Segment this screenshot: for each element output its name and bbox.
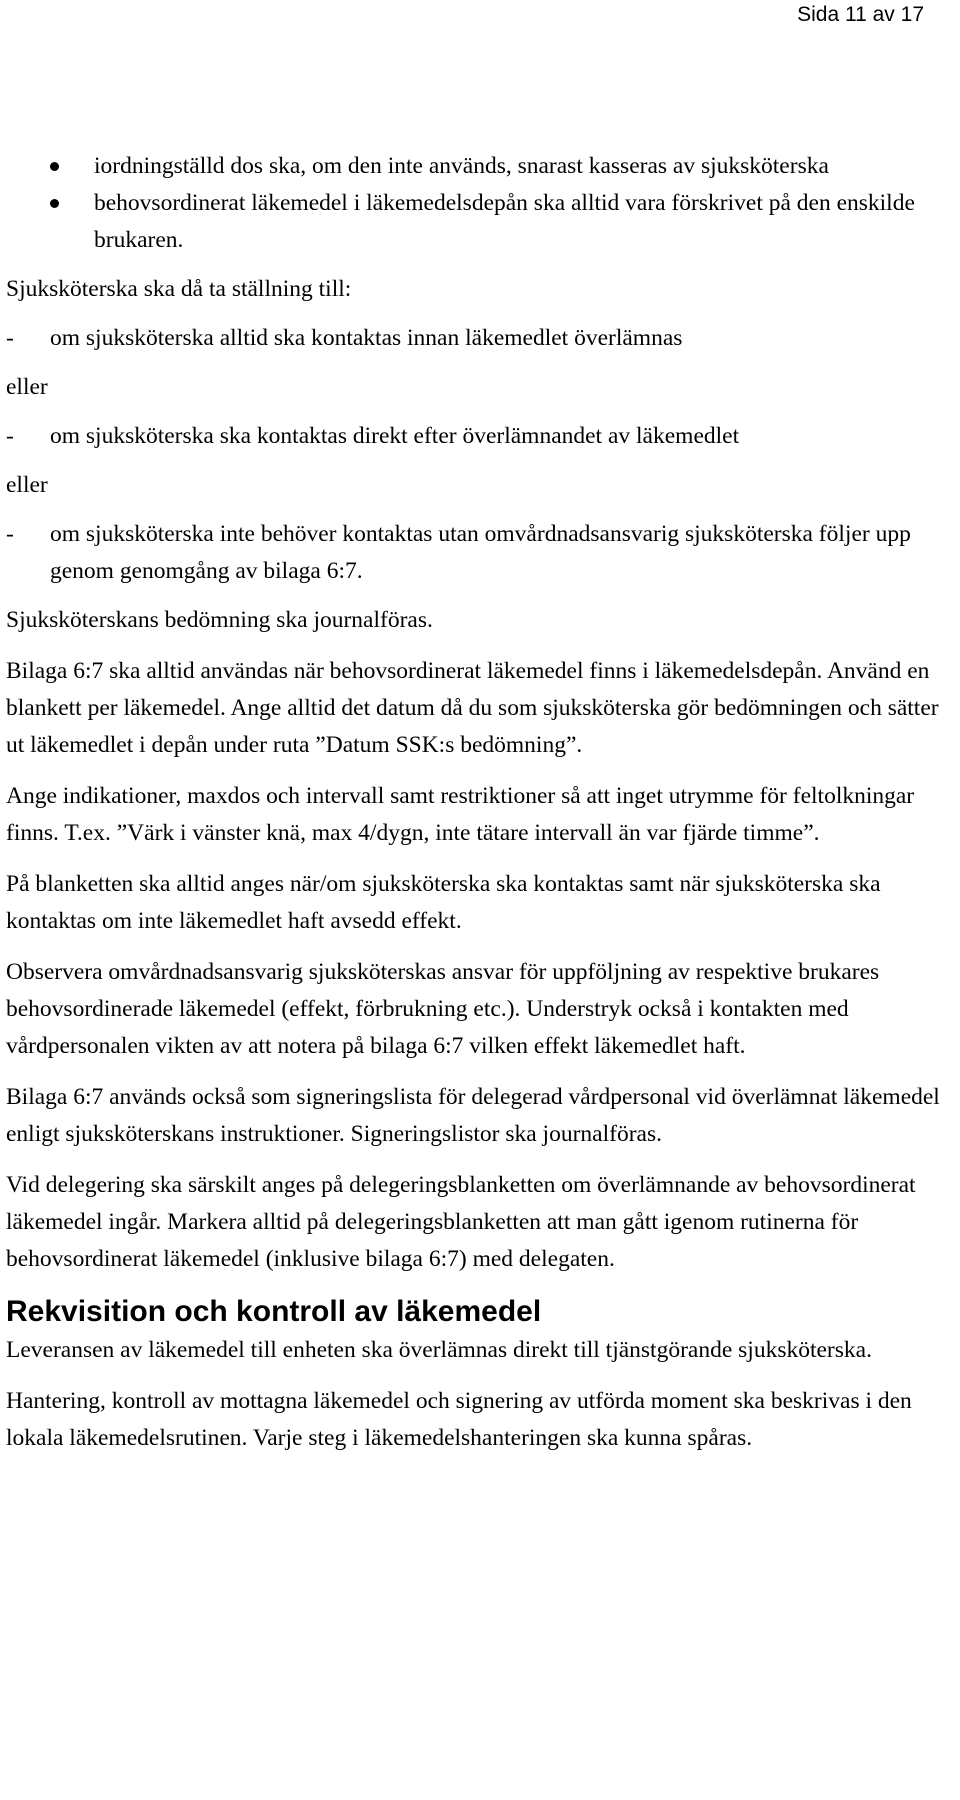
option-text: om sjuksköterska ska kontaktas direkt efter överlämnandet av läkemedlet	[50, 423, 740, 449]
paragraph: På blanketten ska alltid anges när/om sjuksköterska ska kontaktas samt när sjuksköterska ska kontaktas om inte läkemedlet haft avsedd effekt.	[6, 871, 881, 934]
paragraph: Bilaga 6:7 används också som signeringslista för delegerad vårdpersonal vid överlämnat läkemedel enligt sjuksköterskans instruktioner. Signeringslistor ska journalföras.	[6, 1084, 940, 1147]
option-item	[6, 418, 956, 455]
page-number: Sida 11 av 17	[797, 3, 924, 26]
bullet-text: iordningställd dos ska, om den inte används, snarast kasseras av sjuksköterska	[94, 153, 829, 179]
option-text: om sjuksköterska alltid ska kontaktas innan läkemedlet överlämnas	[50, 325, 683, 351]
bullet-icon	[50, 199, 59, 208]
intro-text: Sjuksköterska ska då ta ställning till:	[6, 276, 352, 302]
paragraph: Leveransen av läkemedel till enheten ska överlämnas direkt till tjänstgörande sjuksköterska.	[6, 1337, 872, 1363]
option-text: om sjuksköterska inte behöver kontaktas utan omvårdnadsansvarig sjuksköterska följer upp genom genomgång av bilaga 6:7.	[50, 521, 911, 584]
option-item	[6, 516, 956, 590]
option-item	[6, 320, 956, 357]
or-separator: eller	[6, 472, 48, 498]
document-body	[6, 148, 956, 1457]
paragraph: Vid delegering ska särskilt anges på delegeringsblanketten om överlämnande av behovsordinerat läkemedel ingår. Markera alltid på delegeringsblanketten att man gått igenom rutinerna för behovsordinerat läkemedel (inklusive bilaga 6:7) med delegaten.	[6, 1172, 916, 1272]
dash-marker: -	[6, 423, 14, 449]
list-item	[6, 148, 956, 185]
bullet-list	[6, 148, 956, 259]
or-separator: eller	[6, 374, 48, 400]
bullet-text: behovsordinerat läkemedel i läkemedelsdepån ska alltid vara förskrivet på den enskilde brukaren.	[94, 190, 915, 253]
list-item	[6, 185, 956, 259]
paragraph: Bilaga 6:7 ska alltid användas när behovsordinerat läkemedel finns i läkemedelsdepån. Använd en blankett per läkemedel. Ange alltid det datum då du som sjuksköterska gör bedömningen och sätter ut läkemedlet i depån under ruta ”Datum SSK:s bedömning”.	[6, 658, 939, 758]
paragraph: Hantering, kontroll av mottagna läkemedel och signering av utförda moment ska beskrivas i den lokala läkemedelsrutinen. Varje steg i läkemedelshanteringen ska kunna spåras.	[6, 1388, 912, 1451]
section-heading: Rekvisition och kontroll av läkemedel	[6, 1295, 542, 1328]
bullet-icon	[50, 162, 59, 171]
paragraph: Sjuksköterskans bedömning ska journalföras.	[6, 607, 433, 633]
paragraph: Observera omvårdnadsansvarig sjuksköterskas ansvar för uppföljning av respektive brukares behovsordinerade läkemedel (effekt, förbrukning etc.). Understryk också i kontakten med vårdpersonalen vikten av att notera på bilaga 6:7 vilken effekt läkemedlet haft.	[6, 959, 880, 1059]
paragraph: Ange indikationer, maxdos och intervall samt restriktioner så att inget utrymme för feltolkningar finns. T.ex. ”Värk i vänster knä, max 4/dygn, inte tätare intervall än var fjärde timme”.	[6, 783, 915, 846]
dash-marker: -	[6, 521, 14, 547]
dash-marker: -	[6, 325, 14, 351]
